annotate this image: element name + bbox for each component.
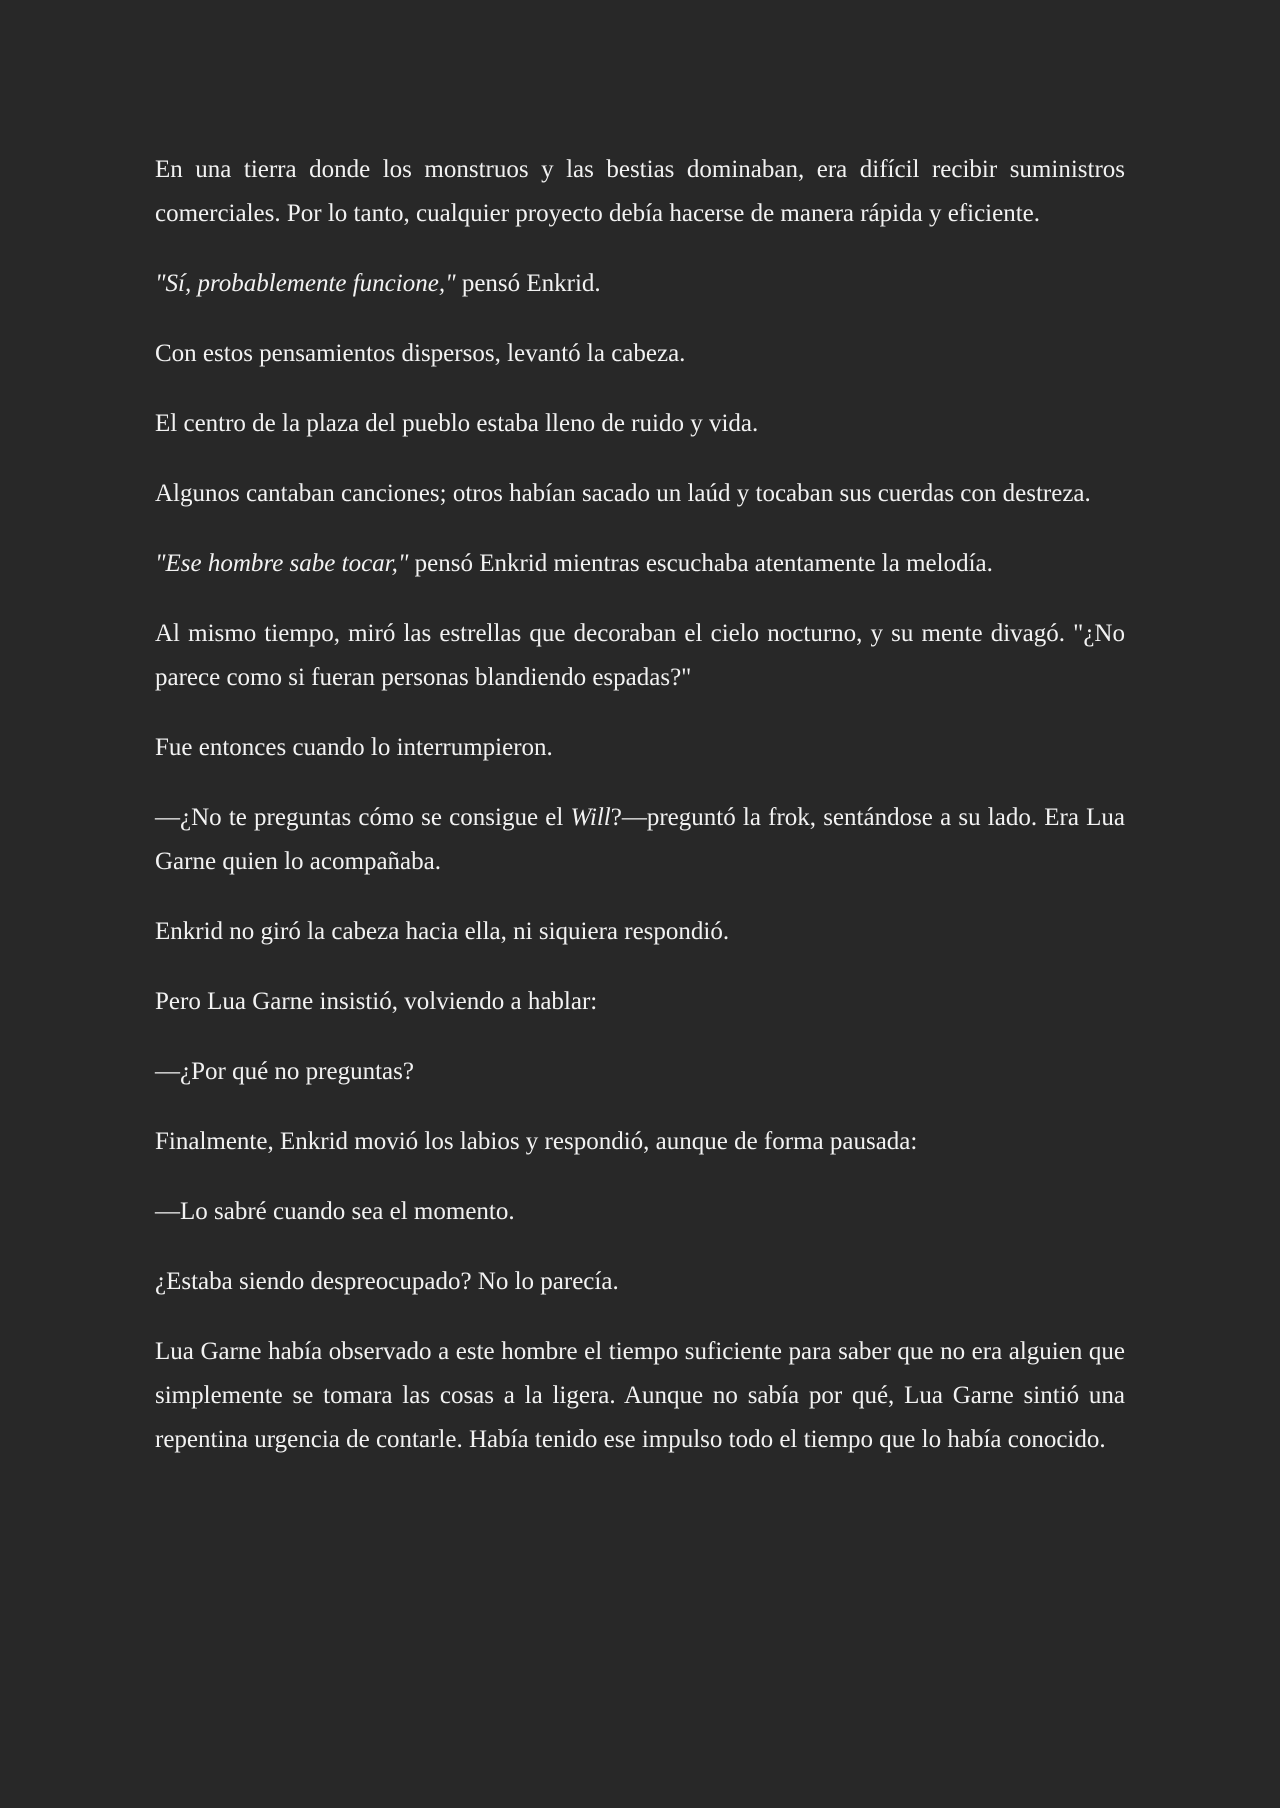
paragraph: Fue entonces cuando lo interrumpieron.	[155, 734, 553, 761]
dialogue-text: ?—preguntó la frok, sentándose a su lado. Era Lua Garne quien lo acompañaba.	[155, 804, 1125, 875]
paragraph: Lua Garne había observado a este hombre el tiempo suficiente para saber que no era alguien que simplemente se tomara las cosas a la ligera. Aunque no sabía por qué, Lua Garne sintió una repentina urgencia de contarle. Había tenido ese impulso todo el tiempo que lo había conocido.	[155, 1338, 1125, 1453]
paragraph: Con estos pensamientos dispersos, levantó la cabeza.	[155, 340, 686, 367]
thought-text: "Sí, probablemente funcione,"	[155, 270, 456, 297]
paragraph: ¿Estaba siendo despreocupado? No lo parecía.	[155, 1268, 619, 1295]
paragraph: —Lo sabré cuando sea el momento.	[155, 1198, 515, 1225]
paragraph: Algunos cantaban canciones; otros habían sacado un laúd y tocaban sus cuerdas con destreza.	[155, 480, 1091, 507]
paragraph	[155, 542, 1125, 586]
narration-text: pensó Enkrid.	[455, 270, 601, 297]
paragraph: Pero Lua Garne insistió, volviendo a hablar:	[155, 988, 598, 1015]
paragraph	[155, 796, 1125, 884]
chapter-text	[155, 148, 1125, 1462]
paragraph: Enkrid no giró la cabeza hacia ella, ni siquiera respondió.	[155, 918, 730, 945]
paragraph: Finalmente, Enkrid movió los labios y respondió, aunque de forma pausada:	[155, 1128, 918, 1155]
thought-text: "Ese hombre sabe tocar,"	[155, 550, 409, 577]
paragraph: —¿Por qué no preguntas?	[155, 1058, 414, 1085]
paragraph: El centro de la plaza del pueblo estaba lleno de ruido y vida.	[155, 410, 759, 437]
dialogue-text: —¿No te preguntas cómo se consigue el	[155, 804, 571, 831]
paragraph	[155, 262, 1125, 306]
emphasized-term: Will	[570, 804, 611, 831]
narration-text: pensó Enkrid mientras escuchaba atentamente la melodía.	[408, 550, 993, 577]
paragraph: En una tierra donde los monstruos y las bestias dominaban, era difícil recibir suministros comerciales. Por lo tanto, cualquier proyecto debía hacerse de manera rápida y eficiente.	[155, 156, 1125, 227]
paragraph: Al mismo tiempo, miró las estrellas que decoraban el cielo nocturno, y su mente divagó. "¿No parece como si fueran personas blandiendo espadas?"	[155, 620, 1125, 691]
